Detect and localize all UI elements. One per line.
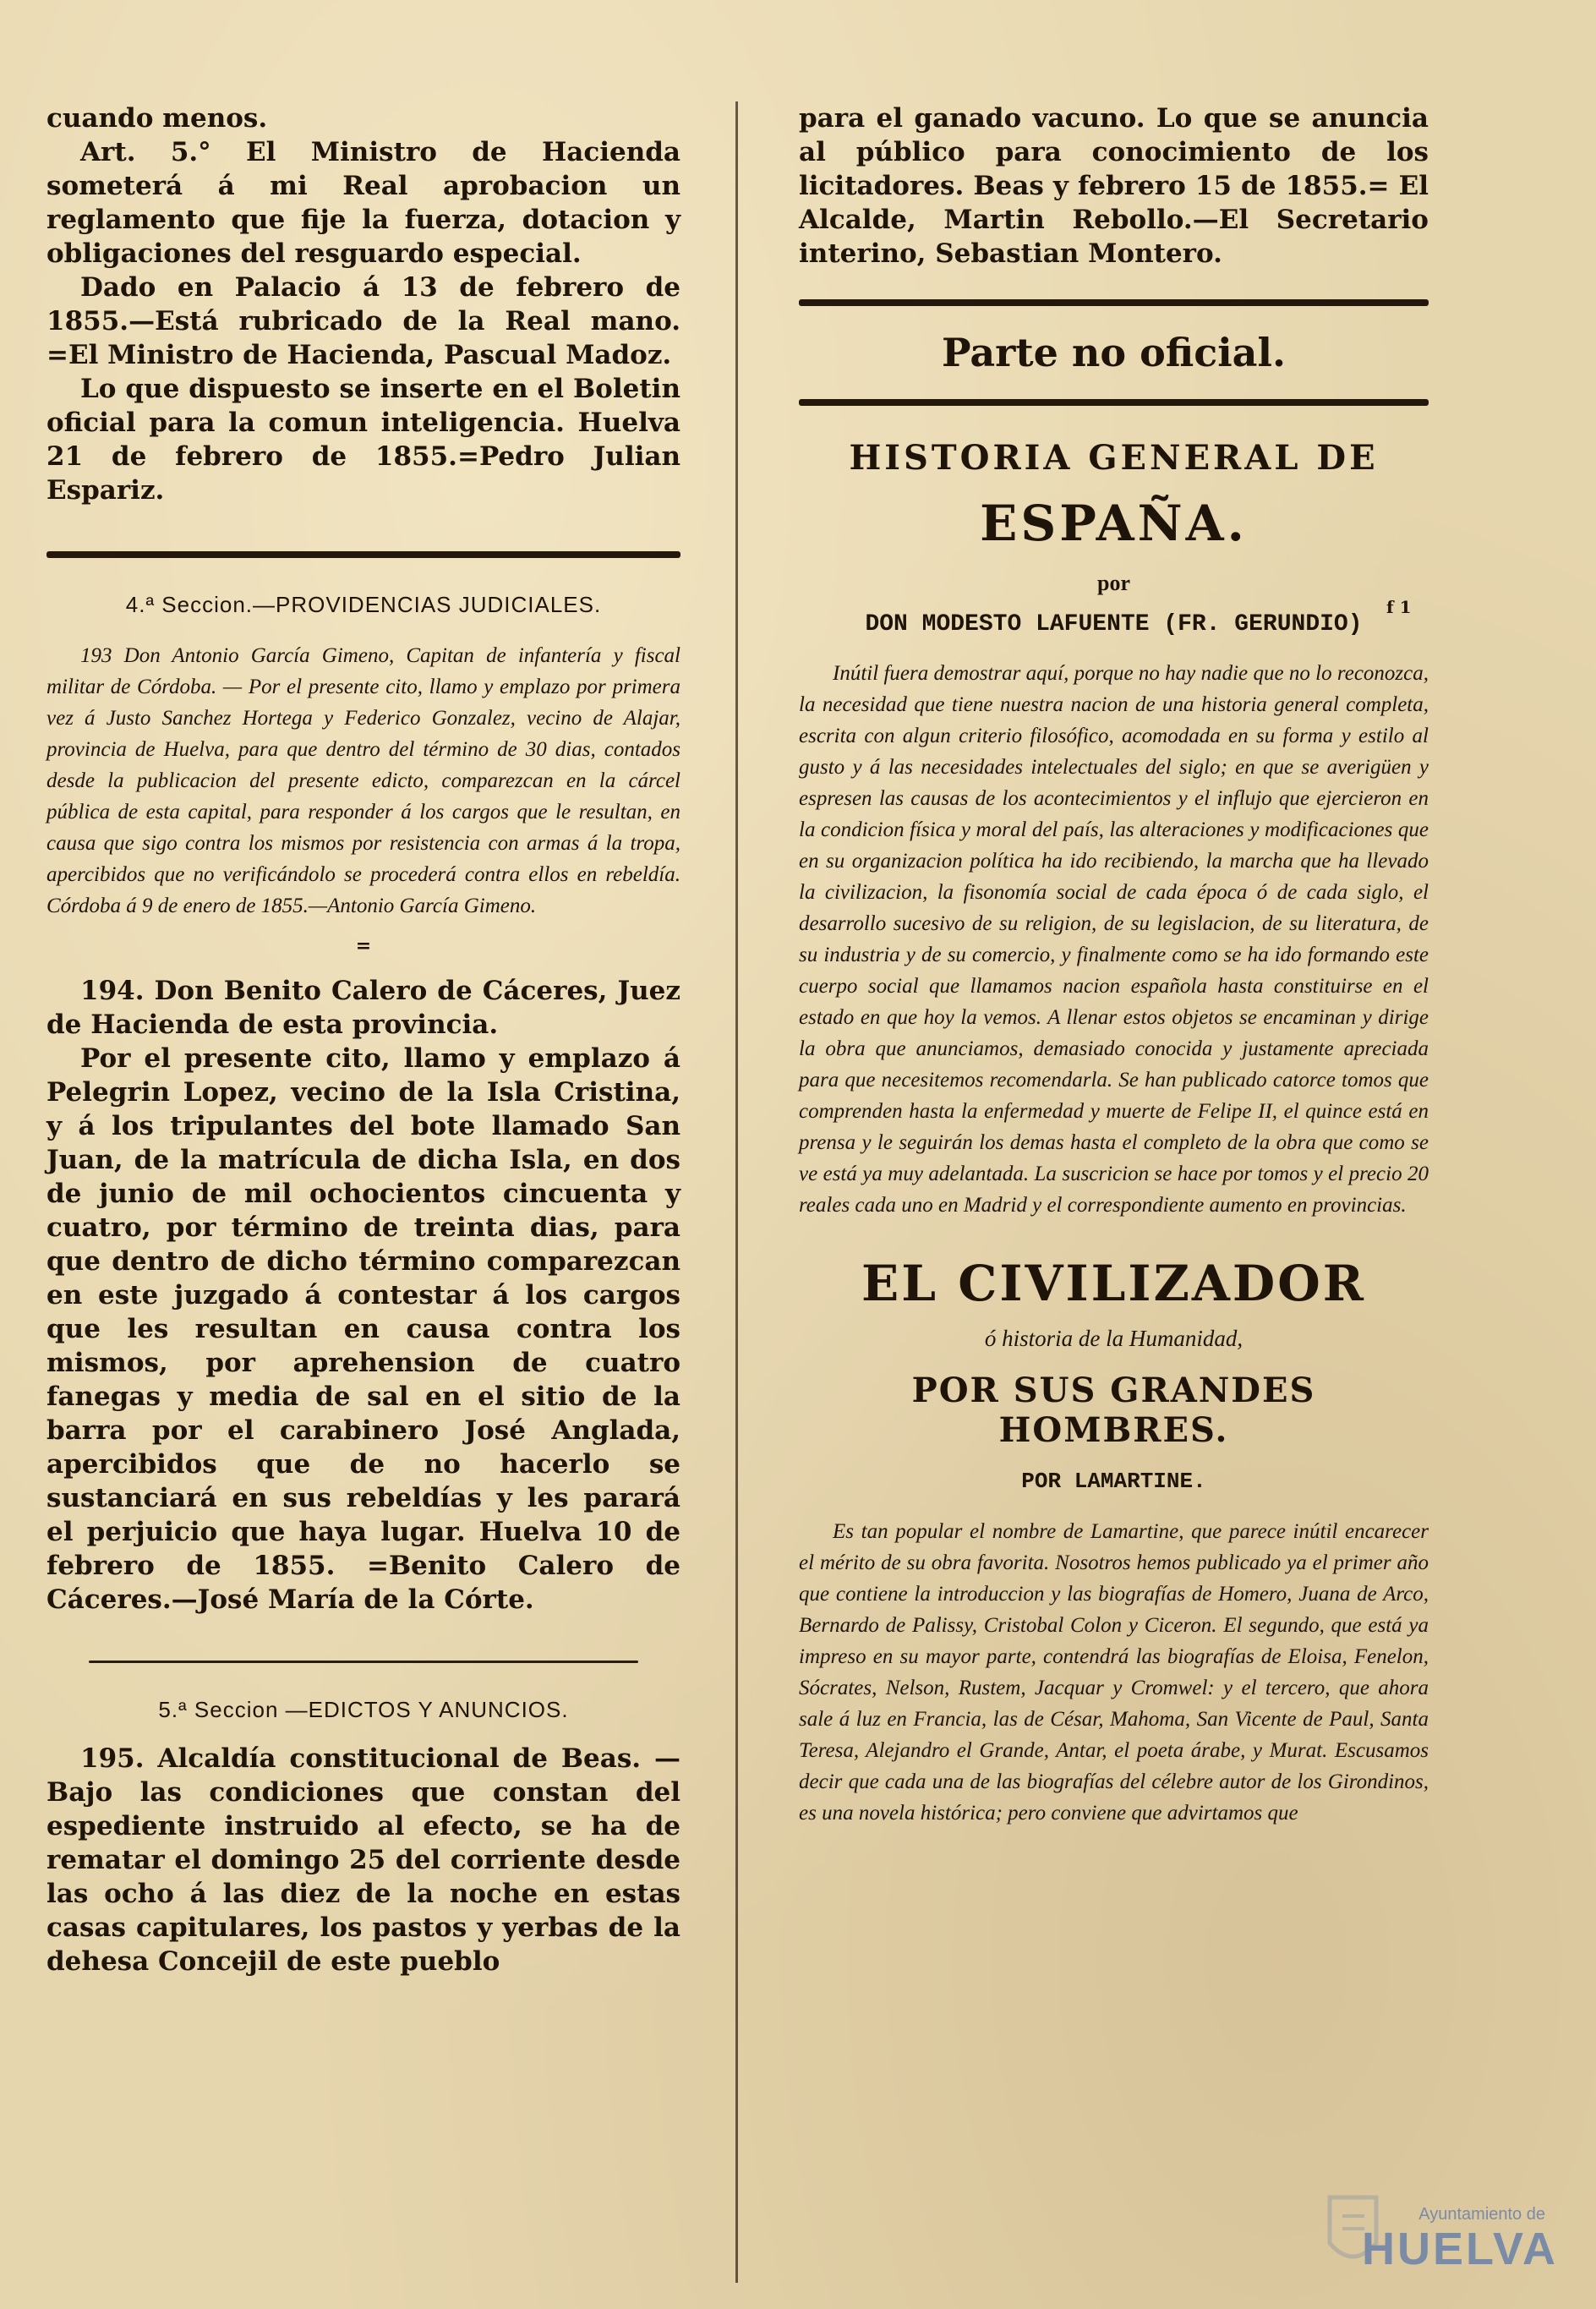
book2-author: POR LAMARTINE. bbox=[1021, 1469, 1206, 1494]
edict-193: 193 Don Antonio García Gimeno, Capitan de infantería y fiscal militar de Córdoba. — Por el presente cito, llamo y emplazo por primera vez á Justo Sanchez Hortega y Federico Gonzalez, vecino de Alajar, provincia de Huelva, para que dentro del término de 30 dias, contados desde la publicacion del presente edicto, comparezcan en la cárcel pública de esta capital, para responder á los cargos que le resultan, en causa que sigo contra los mismos por resistencia con armas á la tropa, apercibidos que no verificándolo se procederá contra ellos en rebeldía. Córdoba á 9 de enero de 1855.—Antonio García Gimeno. bbox=[46, 644, 680, 917]
by-label: por bbox=[1097, 571, 1130, 595]
historia-advert: Inútil fuera demostrar aquí, porque no hay nadie que no lo reconozca, la necesidad que tiene nuestra nacion de una historia general completa, escrita con algun criterio filosófico, acomodada en su forma y estilo al gusto y á las necesidades intelectuales del siglo; en que se averigüen y espresen las causas de los acontecimientos y el influjo que ejercieron en la condicion física y moral del país, las alteraciones y modificaciones que en su organizacion política ha ido recibiendo, la marcha que ha llevado la civilizacion, la fisonomía social de cada época ó de cada siglo, el desarrollo sucesivo de su religion, de su legislacion, de su literatura, de su industria y de su comercio, y finalmente como se ha ido formando este cuerpo social que llamamos nacion española hasta constituirse en el estado en que hoy la vemos. A llenar estos objetos se encaminan y dirige la obra que anunciamos, demasiado conocida y justamente apreciada para que necesitemos recomendarla. Se han publicado catorce tomos que comprenden hasta la enfermedad y muerte de Felipe II, el quince está en prensa y le seguirán los demas hasta el completo de la obra que como se ve está ya muy adelantada. La suscricion se hace por tomos y el precio 20 reales cada uno en Madrid y el correspondiente aumento en provincias. bbox=[799, 662, 1429, 1217]
author-name: DON MODESTO LAFUENTE (FR. GERUNDIO) bbox=[865, 611, 1363, 637]
section-5-heading: 5.ª Seccion —EDICTOS Y ANUNCIOS. bbox=[158, 1697, 569, 1722]
margin-mark: f 1 bbox=[1386, 597, 1412, 617]
book-title-line2: ESPAÑA. bbox=[980, 495, 1248, 552]
separator-mark: = bbox=[355, 935, 372, 957]
boletin-notice: Lo que dispuesto se inserte en el Boletin oficial para la comun inteligencia. Huelva 21 de febrero de 1855.=Pedro Julian Espariz. bbox=[46, 374, 680, 506]
right-p1: para el ganado vacuno. Lo que se anuncia al público para conocimiento de los licitadores. Beas y febrero 15 de 1855.= El Alcalde, Martin Rebollo.—El Secretario interino, Sebastian Montero. bbox=[799, 103, 1429, 269]
book-title-line1: HISTORIA GENERAL DE bbox=[849, 438, 1379, 478]
divider-rule bbox=[799, 299, 1429, 306]
divider-rule bbox=[799, 399, 1429, 406]
edict-194-heading: 194. Don Benito Calero de Cáceres, Juez de Hacienda de esta provincia. bbox=[46, 976, 680, 1040]
decree-signature: Dado en Palacio á 13 de febrero de 1855.—Está rubricado de la Real mano. =El Ministro de Hacienda, Pascual Madoz. bbox=[46, 272, 680, 370]
divider-rule bbox=[89, 1661, 638, 1663]
section-title: Parte no oficial. bbox=[942, 330, 1286, 375]
book2-subtitle: ó historia de la Humanidad, bbox=[984, 1326, 1243, 1351]
left-p1: cuando menos. bbox=[46, 103, 268, 134]
civilizador-advert: Es tan popular el nombre de Lamartine, que parece inútil encarecer el mérito de su obra favorita. Nosotros hemos publicado ya el primer año que contiene la introduccion y las biografías de Homero, Juana de Arco, Bernardo de Palissy, Cristobal Colon y Ciceron. El segundo, que está ya impreso en su mayor parte, contendrá las biografías de Eloisa, Fenelon, Sócrates, Nelson, Rustem, Jacquar y Cromwel: y el tercero, que ahora sale á luz en Francia, las de César, Mahoma, San Vicente de Paul, Santa Teresa, Alejandro el Grande, Antar, el poeta árabe, y Murat. Escusamos decir que cada una de las biografías del célebre autor de los Girondinos, es una novela histórica; pero conviene que advirtamos que bbox=[799, 1520, 1429, 1825]
watermark-caption: Ayuntamiento de bbox=[1418, 2205, 1545, 2224]
right-column bbox=[799, 101, 1429, 1829]
left-column bbox=[46, 101, 680, 1978]
section-4-heading: 4.ª Seccion.—PROVIDENCIAS JUDICIALES. bbox=[125, 592, 602, 617]
column-divider bbox=[735, 101, 738, 2283]
edict-195: 195. Alcaldía constitucional de Beas. —Bajo las condiciones que constan del espediente instruido al efecto, se ha de rematar el domingo 25 del corriente desde las ocho á las diez de la noche en estas casas capitulares, los pastos y yerbas de la dehesa Concejil de este pueblo bbox=[46, 1743, 680, 1977]
book2-title-line2: POR SUS GRANDES HOMBRES. bbox=[911, 1371, 1316, 1450]
article-5: Art. 5.° El Ministro de Hacienda someterá á mi Real aprobacion un reglamento que fije la fuerza, dotacion y obligaciones del resguardo especial. bbox=[46, 137, 680, 269]
edict-194-body: Por el presente cito, llamo y emplazo á Pelegrin Lopez, vecino de la Isla Cristina, y á los tripulantes del bote llamado San Juan, de la matrícula de dicha Isla, en dos de junio de mil ochocientos cincuenta y cuatro, por término de treinta dias, para que dentro de dicho término comparezcan en este juzgado á contestar á los cargos que les resultan en causa contra los mismos, por aprehension de cuatro fanegas y media de sal en el sitio de la barra por el carabinero José Anglada, apercibidos que de no hacerlo se sustanciará en sus rebeldías y les parará el perjuicio que haya lugar. Huelva 10 de febrero de 1855. =Benito Calero de Cáceres.—José María de la Córte. bbox=[46, 1043, 680, 1615]
book2-title: EL CIVILIZADOR bbox=[861, 1255, 1366, 1312]
divider-rule bbox=[46, 551, 680, 558]
watermark-city: HUELVA bbox=[1362, 2224, 1558, 2274]
